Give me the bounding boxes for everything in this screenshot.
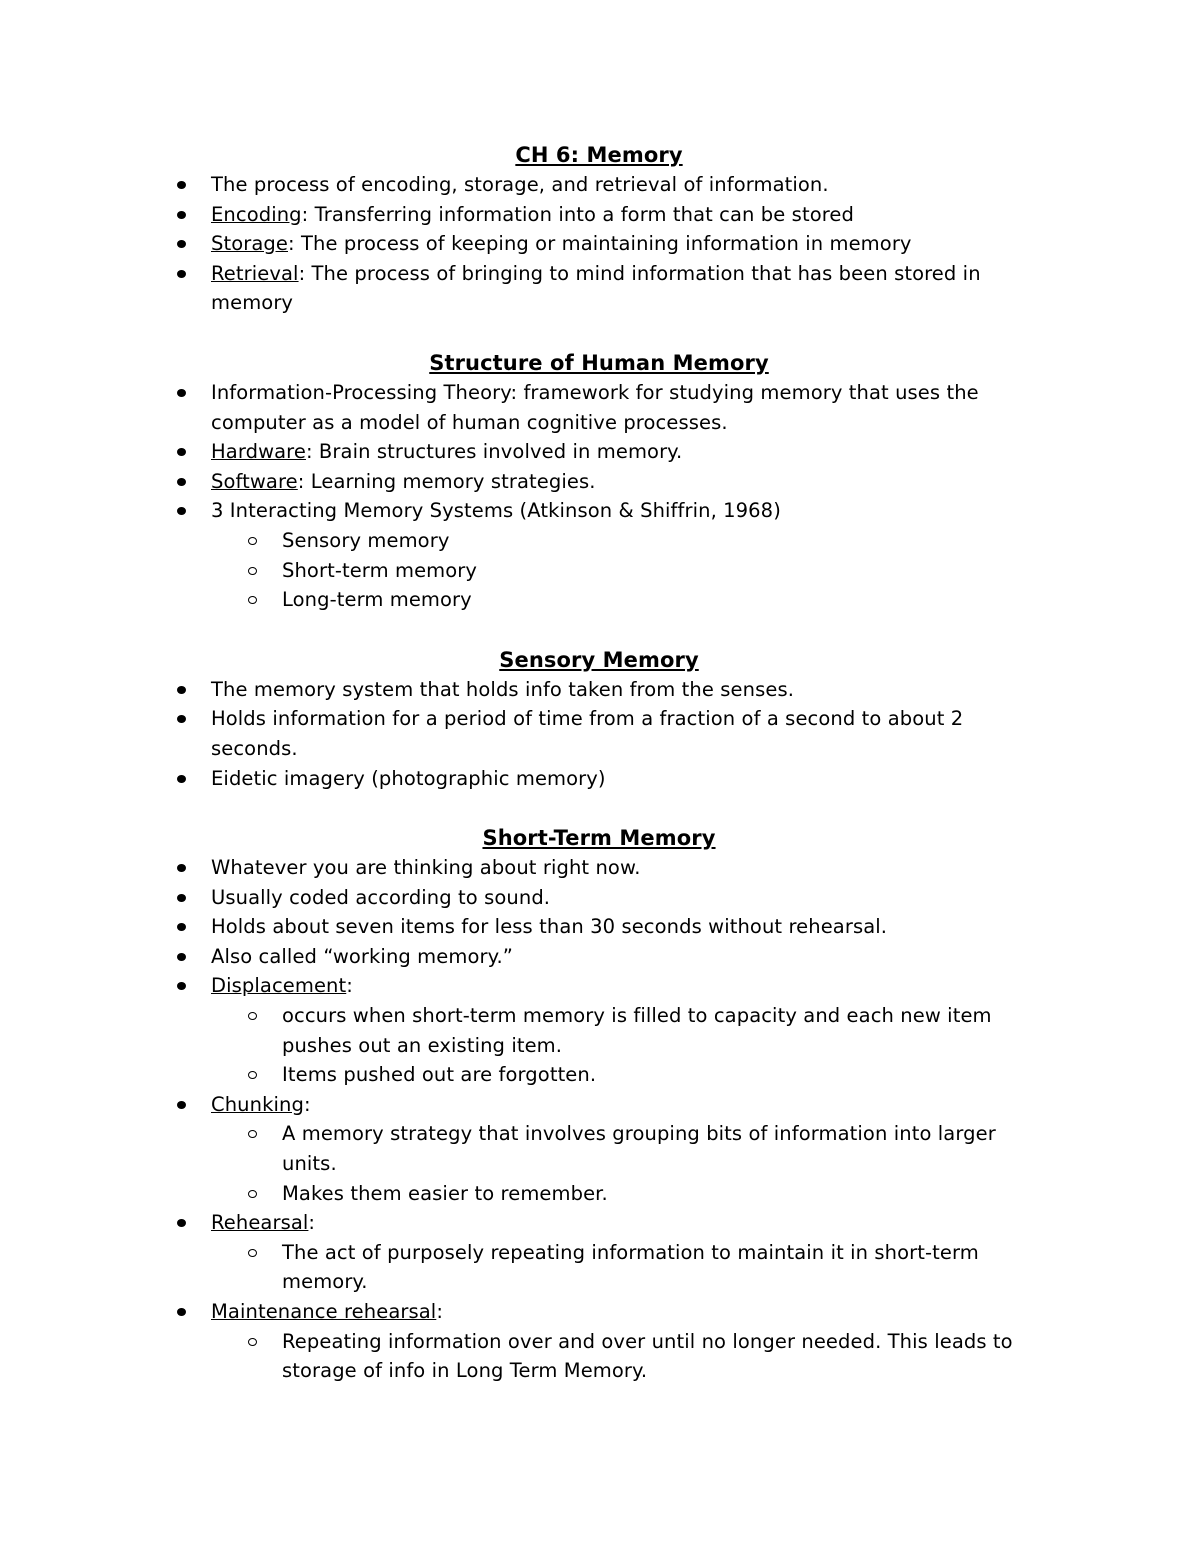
list-item: Rehearsal: The act of purposely repeating information to maintain it in short-term memory. <box>174 1208 1024 1297</box>
bullet-dot-icon <box>177 686 186 694</box>
bullet-dot-icon <box>177 923 186 931</box>
list-item: Encoding: Transferring information into a form that can be stored <box>174 200 1024 230</box>
list-item: Information-Processing Theory: framework for studying memory that uses the computer as a model of human cognitive processes. <box>174 378 1024 437</box>
list-item: Software: Learning memory strategies. <box>174 467 1024 497</box>
list-item: Displacement: occurs when short-term memory is filled to capacity and each new item pushes out an existing item. Items pushed out are forgotten. <box>174 971 1024 1089</box>
circle-bullet-icon <box>248 1190 257 1198</box>
term: Hardware <box>211 440 306 464</box>
sub-list <box>174 1119 1024 1208</box>
bullet-list <box>174 853 1024 1386</box>
term: Displacement <box>211 974 347 998</box>
term: Rehearsal <box>211 1211 309 1235</box>
bullet-dot-icon <box>177 448 186 456</box>
list-item: Storage: The process of keeping or maintaining information in memory <box>174 229 1024 259</box>
list-item: Hardware: Brain structures involved in memory. <box>174 437 1024 467</box>
list-item: The memory system that holds info taken from the senses. <box>174 675 1024 705</box>
sub-list-item: Sensory memory <box>174 526 1024 556</box>
list-item: Eidetic imagery (photographic memory) <box>174 764 1024 794</box>
bullet-dot-icon <box>177 1219 186 1227</box>
bullet-dot-icon <box>177 982 186 990</box>
sub-list <box>174 1001 1024 1090</box>
section-heading: CH 6: Memory <box>515 143 683 167</box>
list-item: Retrieval: The process of bringing to mind information that has been stored in memory <box>174 259 1024 318</box>
section-heading: Sensory Memory <box>499 647 699 672</box>
list-item: Holds information for a period of time from a fraction of a second to about 2 seconds. <box>174 704 1024 763</box>
sub-list-item: Short-term memory <box>174 556 1024 586</box>
bullet-list <box>174 675 1024 793</box>
list-item: Chunking: A memory strategy that involves grouping bits of information into larger units. Makes them easier to remember. <box>174 1090 1024 1208</box>
bullet-dot-icon <box>177 240 186 248</box>
sub-list-item: Repeating information over and over until no longer needed. This leads to storage of info in Long Term Memory. <box>174 1327 1024 1386</box>
sub-list <box>174 1238 1024 1297</box>
term: Maintenance rehearsal <box>211 1300 437 1323</box>
term: Storage <box>211 232 288 256</box>
bullet-dot-icon <box>177 270 186 278</box>
circle-bullet-icon <box>248 1249 257 1257</box>
list-item: Usually coded according to sound. <box>174 883 1024 913</box>
section-heading: Short-Term Memory <box>482 826 716 851</box>
circle-bullet-icon <box>248 537 257 545</box>
sub-list-item: The act of purposely repeating information to maintain it in short-term memory. <box>174 1238 1024 1297</box>
circle-bullet-icon <box>248 1012 257 1020</box>
sub-list-item: A memory strategy that involves grouping bits of information into larger units. <box>174 1119 1024 1178</box>
bullet-dot-icon <box>177 894 186 902</box>
bullet-dot-icon <box>177 211 186 219</box>
sub-list-item: Makes them easier to remember. <box>174 1179 1024 1209</box>
term: Encoding <box>211 202 302 226</box>
list-item: Whatever you are thinking about right now. <box>174 853 1024 883</box>
bullet-dot-icon <box>177 864 186 872</box>
bullet-list <box>174 170 1024 318</box>
section-heading: Structure of Human Memory <box>429 350 769 375</box>
list-item: Also called “working memory.” <box>174 942 1024 972</box>
bullet-dot-icon <box>177 389 186 397</box>
sub-list-item: Long-term memory <box>174 585 1024 615</box>
bullet-dot-icon <box>177 1308 186 1316</box>
bullet-dot-icon <box>177 715 186 723</box>
term: Retrieval <box>211 261 299 285</box>
bullet-dot-icon <box>177 775 186 783</box>
bullet-dot-icon <box>177 507 186 515</box>
term: Chunking <box>211 1092 304 1116</box>
sub-list <box>174 526 1024 615</box>
circle-bullet-icon <box>248 567 257 575</box>
sub-list <box>174 1327 1024 1386</box>
bullet-dot-icon <box>177 478 186 486</box>
list-item: 3 Interacting Memory Systems (Atkinson & Shiffrin, 1968) Sensory memory Short-term memory Long-term memory <box>174 496 1024 614</box>
list-item: Holds about seven items for less than 30 seconds without rehearsal. <box>174 912 1024 942</box>
bullet-dot-icon <box>177 953 186 961</box>
circle-bullet-icon <box>248 1338 257 1346</box>
bullet-list <box>174 378 1024 615</box>
bullet-dot-icon <box>177 181 186 189</box>
document-content <box>174 140 1024 1386</box>
list-item: Maintenance rehearsal: Repeating information over and over until no longer needed. This leads to storage of info in Long Term Memory. <box>174 1297 1024 1386</box>
bullet-dot-icon <box>177 1101 186 1109</box>
sub-list-item: Items pushed out are forgotten. <box>174 1060 1024 1090</box>
term: Software <box>211 469 298 493</box>
list-item: The process of encoding, storage, and retrieval of information. <box>174 170 1024 200</box>
sub-list-item: occurs when short-term memory is filled to capacity and each new item pushes out an existing item. <box>174 1001 1024 1060</box>
